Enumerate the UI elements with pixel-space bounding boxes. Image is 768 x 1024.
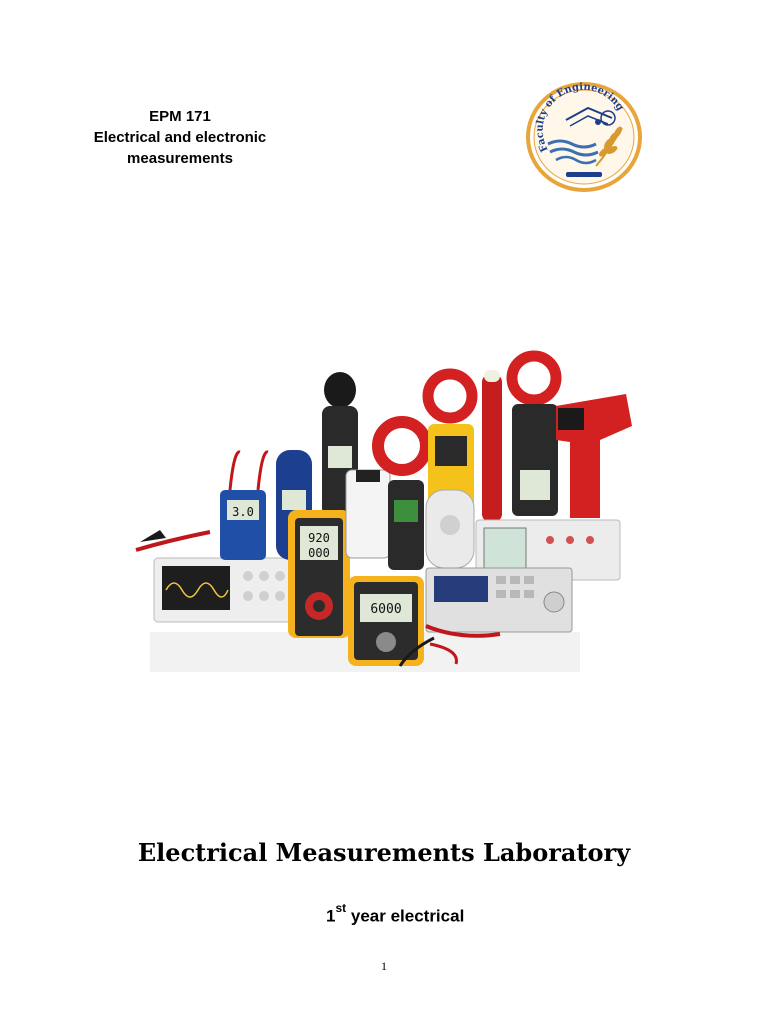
subtitle-text: year electrical [346, 906, 465, 926]
yellow-multimeter [288, 510, 350, 638]
course-name-line1: Electrical and electronic [93, 129, 267, 146]
course-header [60, 106, 300, 169]
multimeter-readout: 920 [308, 531, 330, 545]
red-clamp-meter-2 [512, 356, 558, 516]
small-blue-meter [220, 452, 268, 560]
measurement-instruments-image [130, 350, 640, 675]
logo-arc-text: Faculty of Engineering [534, 82, 626, 154]
function-generator [426, 568, 572, 632]
document-title: Electrical Measurements Laboratory [137, 838, 631, 867]
course-name-line2: measurements [127, 150, 233, 167]
oscilloscope-left [154, 558, 298, 622]
document-subtitle [326, 901, 465, 927]
subtitle-ordinal: st [335, 901, 347, 915]
faculty-logo [526, 82, 642, 192]
tester-readout: 6000 [370, 602, 402, 617]
small-meter-readout: 3.0 [232, 505, 254, 519]
course-code: EPM 171 [149, 108, 211, 125]
page-number: 1 [381, 959, 387, 973]
ir-thermometer [556, 394, 632, 518]
multimeter-sub-readout: 000 [308, 546, 330, 560]
subtitle-number: 1 [326, 906, 336, 926]
